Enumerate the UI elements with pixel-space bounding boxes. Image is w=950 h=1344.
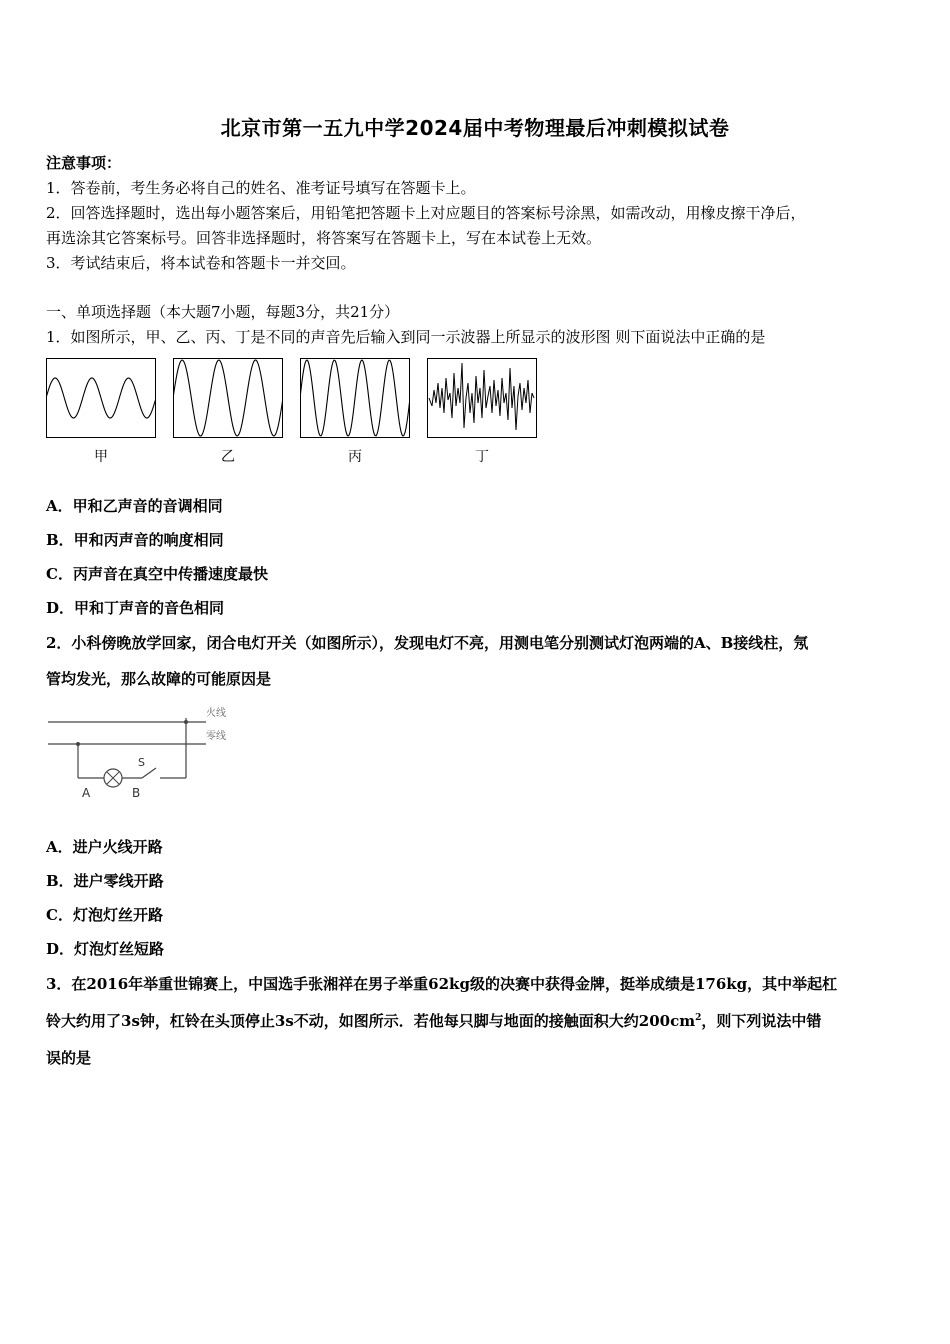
option-d[interactable]: D．灯泡灯丝短路 (46, 940, 165, 958)
notice-heading: 注意事项： (46, 154, 122, 172)
option-d[interactable]: D．甲和丁声音的音色相同 (46, 599, 225, 617)
question-3-stem-end: 误的是 (46, 1049, 92, 1067)
waveform-jia (46, 358, 156, 438)
question-3-stem-cont (46, 1010, 821, 1031)
waveform-ding-graphic (427, 358, 537, 438)
waveform-jia-graphic (46, 358, 156, 438)
notice-item: 再选涂其它答案标号。回答非选择题时，将答案写在答题卡上，写在本试卷上无效。 (46, 229, 602, 247)
circuit-diagram (46, 704, 246, 804)
notice-item: 2．回答选择题时，选出每小题答案后，用铅笔把答题卡上对应题目的答案标号涂黑，如需改动，用橡皮擦干净后， (46, 204, 806, 222)
page-title: 北京市第一五九中学2024届中考物理最后冲刺模拟试卷 (220, 116, 730, 140)
waveform-yi-graphic (173, 358, 283, 438)
live-wire-label: 火线 (206, 708, 226, 719)
terminal-a-label: A (82, 786, 91, 800)
option-c[interactable]: C．灯泡灯丝开路 (46, 906, 163, 924)
neutral-wire-label: 零线 (206, 731, 226, 742)
waveform-bing (300, 358, 410, 438)
option-c[interactable]: C．丙声音在真空中传播速度最快 (46, 565, 268, 583)
question-2-stem: 2．小科傍晚放学回家，闭合电灯开关（如图所示），发现电灯不亮，用测电笔分别测试灯泡两端的A、B接线柱，氖 (46, 634, 809, 652)
question-2-stem-cont: 管均发光，那么故障的可能原因是 (46, 670, 272, 688)
waveform-label: 丁 (475, 449, 489, 465)
notice-item: 3．考试结束后，将本试卷和答题卡一并交回。 (46, 254, 356, 272)
waveform-bing-graphic (300, 358, 410, 438)
question-3-text: 铃大约用了3s钟，杠铃在头顶停止3s不动，如图所示．若他每只脚与地面的接触面积大约200cm (46, 1012, 696, 1030)
option-b[interactable]: B．甲和丙声音的响度相同 (46, 531, 224, 549)
circuit-graphic (46, 704, 246, 804)
option-a[interactable]: A．甲和乙声音的音调相同 (46, 497, 223, 515)
waveform-yi (173, 358, 283, 438)
notice-item: 1．答卷前，考生务必将自己的姓名、准考证号填写在答题卡上。 (46, 179, 476, 197)
question-1-stem: 1．如图所示，甲、乙、丙、丁是不同的声音先后输入到同一示波器上所显示的波形图 则下面说法中正确的是 (46, 328, 766, 346)
terminal-b-label: B (132, 786, 141, 800)
section-heading: 一、单项选择题（本大题7小题，每题3分，共21分） (46, 303, 400, 321)
oscilloscope-waveforms (46, 358, 546, 468)
waveform-label: 甲 (94, 449, 108, 465)
waveform-ding (427, 358, 537, 438)
waveform-label: 乙 (221, 449, 235, 465)
waveform-label: 丙 (348, 449, 362, 465)
option-a[interactable]: A．进户火线开路 (46, 838, 163, 856)
switch-label: S (138, 756, 145, 769)
question-3-text: ，则下列说法中错 (701, 1012, 822, 1030)
superscript: 2 (695, 1013, 702, 1023)
option-b[interactable]: B．进户零线开路 (46, 872, 164, 890)
question-3-stem: 3．在2016年举重世锦赛上，中国选手张湘祥在男子举重62kg级的决赛中获得金牌，挺举成绩是176kg，其中举起杠 (46, 975, 838, 993)
